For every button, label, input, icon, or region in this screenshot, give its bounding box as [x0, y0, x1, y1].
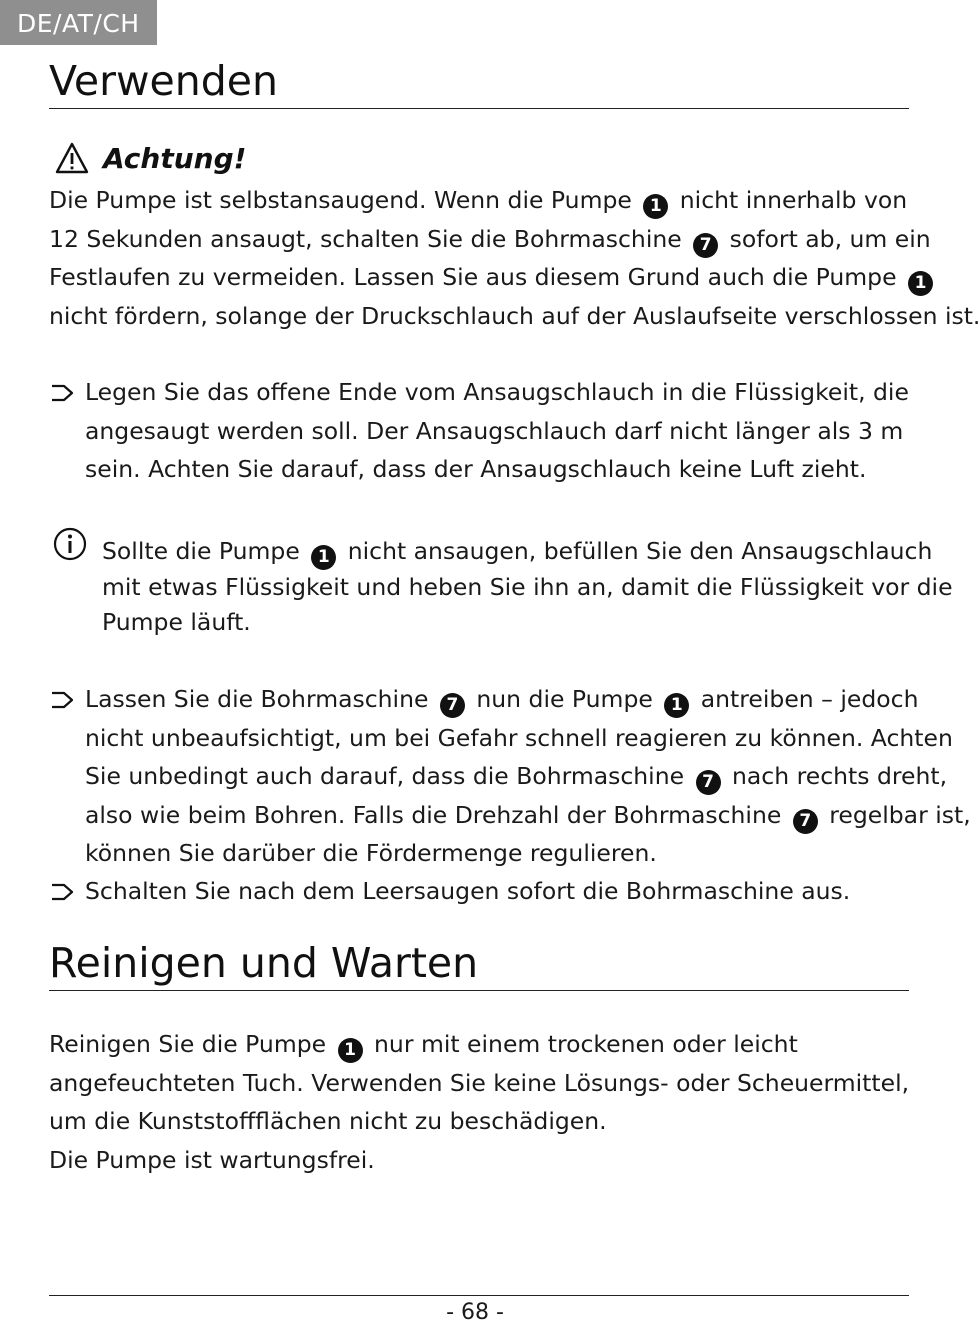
part-number-badge: 1 [338, 1038, 363, 1063]
title-divider [49, 108, 909, 109]
step-text [85, 872, 850, 911]
part-number-badge: 7 [440, 693, 465, 718]
text-line: Die Pumpe ist wartungsfrei. [49, 1145, 375, 1174]
info-text [102, 534, 953, 640]
text-line: Schalten Sie nach dem Leersaugen sofort die Bohrmaschine aus. [85, 877, 851, 905]
text-line: 12 Sekunden ansaugt, schalten Sie die Bohrmaschine 7 sofort ab, um ein [49, 220, 911, 259]
language-tab: DE/AT/CH [0, 0, 157, 45]
cleaning-text [49, 1025, 911, 1179]
arrow-right-icon [49, 382, 75, 404]
part-number-badge: 1 [908, 271, 933, 296]
step-text [85, 373, 909, 489]
section-title-use: Verwenden [49, 57, 278, 105]
text-line: Lassen Sie die Bohrmaschine 7 nun die Pumpe 1 antreiben – jedoch [85, 680, 971, 719]
text-line: Sie unbedingt auch darauf, dass die Bohrmaschine 7 nach rechts dreht, [85, 757, 971, 796]
warning-title: Achtung! [103, 141, 247, 175]
text-line: angefeuchteten Tuch. Verwenden Sie keine Lösungs- oder Scheuermittel, [49, 1068, 910, 1097]
section-title-clean: Reinigen und Warten [49, 939, 479, 987]
arrow-right-icon [49, 689, 75, 711]
part-number-badge: 7 [793, 809, 818, 834]
part-number-badge: 1 [664, 693, 689, 718]
text-line: Die Pumpe ist selbstansaugend. Wenn die Pumpe 1 nicht innerhalb von [49, 181, 911, 220]
text-line: Festlaufen zu vermeiden. Lassen Sie aus diesem Grund auch die Pumpe 1 [49, 258, 911, 297]
text-line: mit etwas Flüssigkeit und heben Sie ihn an, damit die Flüssigkeit vor die [102, 573, 953, 601]
warning-heading [55, 138, 246, 178]
text-line: um die Kunststoffflächen nicht zu beschädigen. [49, 1107, 607, 1135]
text-line: können Sie darüber die Fördermenge regulieren. [85, 839, 657, 867]
page-number: - 68 - [446, 1300, 504, 1325]
title-divider [49, 990, 909, 991]
info-icon [53, 527, 87, 561]
text-line: nicht unbeaufsichtigt, um bei Gefahr schnell reagieren zu können. Achten [85, 723, 953, 752]
warning-triangle-icon [55, 142, 89, 174]
step-text [85, 680, 971, 873]
arrow-right-icon [49, 881, 75, 903]
footer-divider [49, 1295, 909, 1296]
part-number-badge: 7 [696, 770, 721, 795]
text-line: nicht fördern, solange der Druckschlauch auf der Auslaufseite verschlossen ist. [49, 301, 980, 330]
text-line: angesaugt werden soll. Der Ansaugschlauch darf nicht länger als 3 m [85, 416, 904, 445]
text-line: sein. Achten Sie darauf, dass der Ansaugschlauch keine Luft zieht. [85, 455, 867, 483]
text-line: Sollte die Pumpe 1 nicht ansaugen, befüllen Sie den Ansaugschlauch [102, 534, 953, 570]
text-line: also wie beim Bohren. Falls die Drehzahl der Bohrmaschine 7 regelbar ist, [85, 796, 971, 835]
part-number-badge: 7 [693, 233, 718, 258]
part-number-badge: 1 [311, 545, 336, 570]
warning-text [49, 181, 980, 335]
text-line: Legen Sie das offene Ende vom Ansaugschlauch in die Flüssigkeit, die [85, 378, 909, 406]
text-line: Reinigen Sie die Pumpe 1 nur mit einem trockenen oder leicht [49, 1025, 911, 1064]
part-number-badge: 1 [643, 194, 668, 219]
text-line: Pumpe läuft. [102, 608, 251, 636]
